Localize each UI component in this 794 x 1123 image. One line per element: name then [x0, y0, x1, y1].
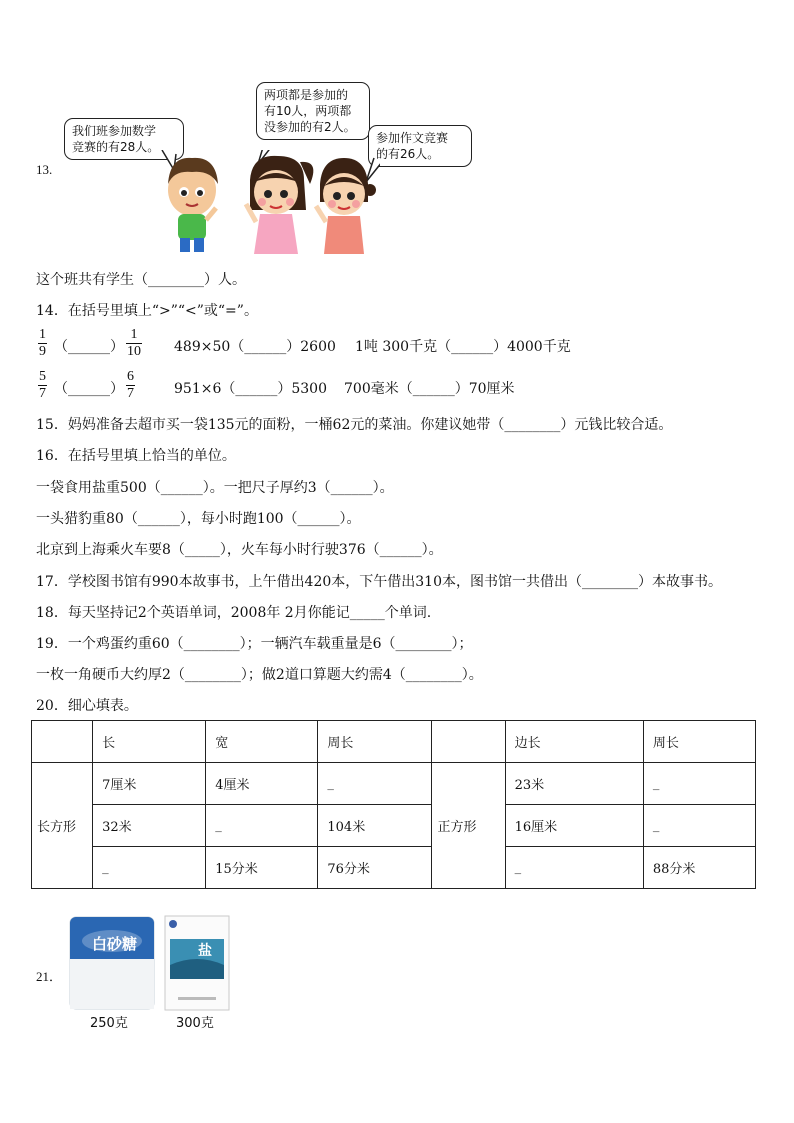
numerator: 5	[39, 369, 46, 384]
q16-line: 北京到上海乘火车要8（_____），火车每小时行驶376（______）。	[36, 542, 443, 558]
q15-text: 15．妈妈准备去超市买一袋135元的面粉，一桶62元的菜油。你建议她带（________）元钱比较合适。	[36, 417, 673, 433]
answer-blank[interactable]: （______）	[54, 339, 124, 355]
sugar-weight: 250克	[90, 1016, 128, 1031]
table-cell[interactable]: _	[505, 847, 643, 889]
fill-table	[31, 720, 756, 889]
comparison-expression: 1吨 300千克（______）4000千克	[355, 339, 571, 355]
fraction-1-9	[38, 327, 47, 360]
table-cell[interactable]: _	[643, 763, 755, 805]
table-cell: 23米	[505, 763, 643, 805]
table-cell: 104米	[318, 805, 431, 847]
comparison-expression: 951×6（______）5300	[174, 381, 327, 397]
table-cell[interactable]: _	[93, 847, 206, 889]
numerator: 1	[39, 327, 46, 342]
q18-text: 18．每天坚持记2个英语单词，2008年 2月你能记_____个单词.	[36, 605, 432, 621]
middle-girl-figure	[246, 156, 313, 254]
table-header-cell: 周长	[318, 721, 431, 763]
denominator: 7	[39, 386, 46, 401]
q21-number: 21．	[36, 969, 63, 984]
numerator: 1	[130, 327, 138, 342]
bubble-line: 竞赛的有28人。	[72, 140, 160, 154]
table-cell: 4厘米	[206, 763, 318, 805]
numerator: 6	[127, 369, 134, 384]
answer-blank[interactable]: （______）	[54, 381, 124, 397]
square-label: 正方形	[431, 763, 505, 889]
rectangle-label: 长方形	[32, 763, 93, 889]
bubble-line: 我们班参加数学	[72, 124, 157, 138]
table-header-cell: 周长	[643, 721, 755, 763]
fraction-5-7	[38, 369, 47, 402]
table-cell: 32米	[93, 805, 206, 847]
table-row	[32, 847, 756, 889]
denominator: 7	[127, 386, 134, 401]
q17-text: 17．学校图书馆有990本故事书，上午借出420本，下午借出310本，图书馆一共借出（________）本故事书。	[36, 574, 722, 590]
comparison-expression: 489×50（______）2600	[174, 339, 336, 355]
bubble-line: 没参加的有2人。	[264, 120, 356, 134]
salt-weight: 300克	[176, 1016, 214, 1031]
table-header-cell: 宽	[206, 721, 318, 763]
boy-figure	[168, 158, 218, 252]
denominator: 10	[127, 344, 141, 359]
q19-line: 19．一个鸡蛋约重60（________）；一辆汽车载重量是6（________）；	[36, 636, 473, 652]
sugar-bag-image	[68, 915, 156, 1011]
children-illustration	[160, 150, 380, 260]
q16-title: 16．在括号里填上恰当的单位。	[36, 448, 236, 464]
table-cell: 88分米	[643, 847, 755, 889]
q16-line: 一袋食用盐重500（______）。一把尺子厚约3（______）。	[36, 480, 394, 496]
table-header-cell: 长	[93, 721, 206, 763]
table-cell	[431, 721, 505, 763]
bubble-line: 两项都是参加的	[264, 88, 349, 102]
table-cell: 76分米	[318, 847, 431, 889]
fraction-1-10	[126, 327, 142, 360]
sugar-brand-text: 白砂糖	[92, 935, 138, 953]
right-girl-figure	[316, 158, 376, 254]
speech-bubble-middle-girl	[256, 82, 370, 140]
table-header-cell: 边长	[505, 721, 643, 763]
table-cell[interactable]: _	[643, 805, 755, 847]
table-cell: 16厘米	[505, 805, 643, 847]
table-cell[interactable]: _	[206, 805, 318, 847]
table-cell: 15分米	[206, 847, 318, 889]
table-row	[32, 805, 756, 847]
table-cell: 7厘米	[93, 763, 206, 805]
table-cell	[32, 721, 93, 763]
q20-title: 20．细心填表。	[36, 698, 138, 714]
table-row	[32, 763, 756, 805]
q16-line: 一头猎豹重80（______），每小时跑100（______）。	[36, 511, 361, 527]
denominator: 9	[39, 344, 46, 359]
q13-number: 13.	[36, 162, 53, 177]
fraction-6-7	[126, 369, 135, 402]
table-cell[interactable]: _	[318, 763, 431, 805]
bubble-line: 的有26人。	[376, 147, 440, 161]
comparison-expression: 700毫米（______）70厘米	[344, 381, 515, 397]
salt-brand-text: 盐	[198, 943, 212, 959]
speech-bubble-right-girl	[368, 125, 472, 167]
salt-bag-image	[164, 915, 230, 1011]
table-header-row	[32, 721, 756, 763]
q14-title: 14．在括号里填上“>”“<”或“=”。	[36, 303, 258, 319]
bubble-line: 参加作文竞赛	[376, 131, 449, 145]
q19-line: 一枚一角硬币大约厚2（________）；做2道口算题大约需4（________）。	[36, 667, 483, 683]
q13-question: 这个班共有学生（________）人。	[36, 272, 246, 288]
bubble-line: 有10人，两项都	[264, 104, 352, 118]
